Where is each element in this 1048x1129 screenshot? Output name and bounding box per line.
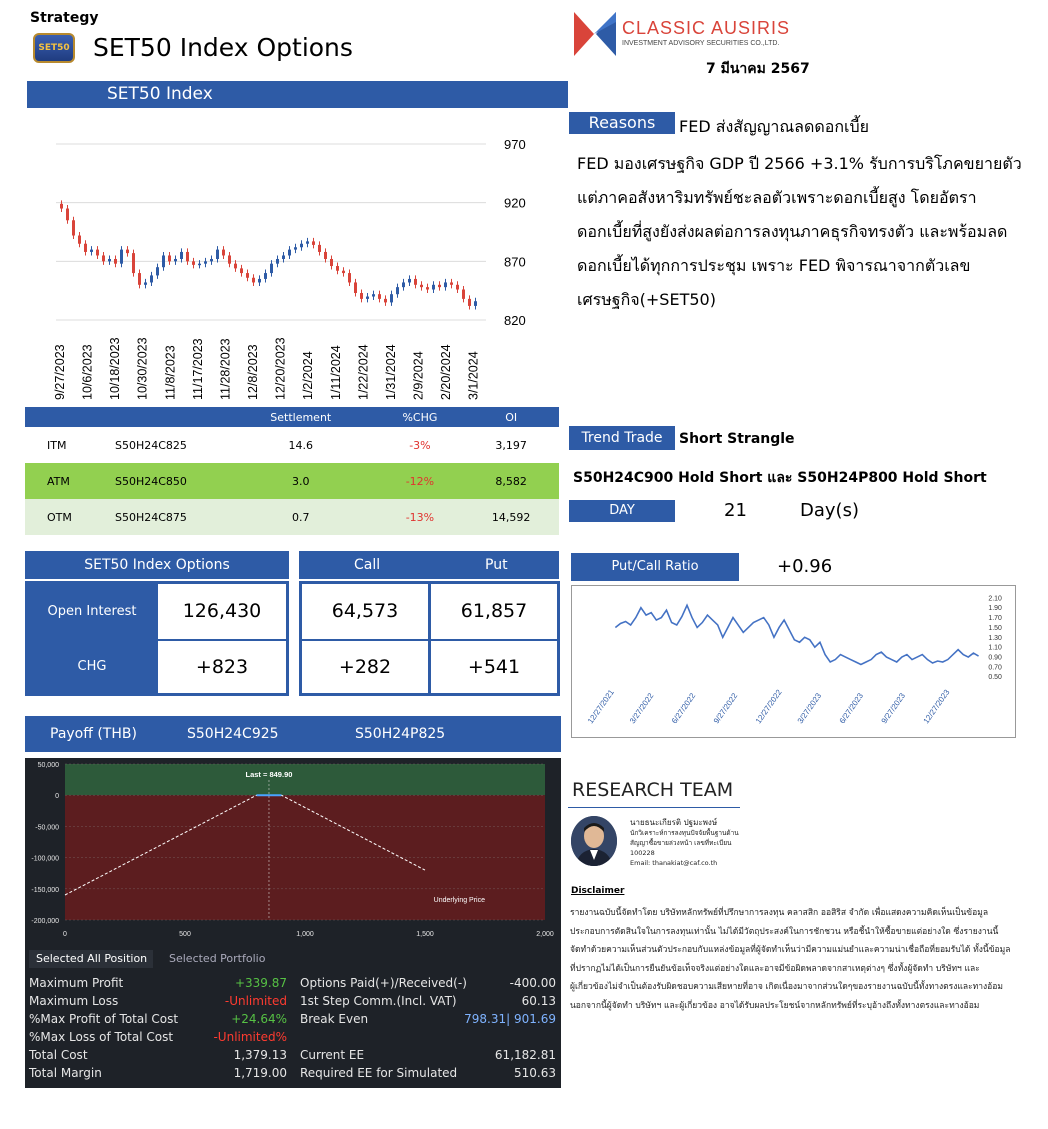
candle-body bbox=[324, 252, 327, 259]
analyst-name: นายธนะเกียรติ ปฐมะพงษ์ bbox=[630, 818, 718, 827]
y-tick-label: 920 bbox=[504, 195, 526, 211]
candle-body bbox=[348, 273, 351, 282]
chg-total: +823 bbox=[158, 641, 286, 693]
x-tick-label: 2,000 bbox=[536, 931, 554, 938]
put-call-ratio-chart bbox=[571, 585, 1016, 738]
x-tick-label: 12/27/2023 bbox=[921, 687, 952, 726]
candle-body bbox=[462, 289, 465, 298]
analyst-email[interactable]: Email: thanakiat@caf.co.th bbox=[630, 859, 718, 867]
current-ee-row bbox=[300, 1046, 556, 1064]
chg-call: +282 bbox=[302, 641, 428, 693]
candle-body bbox=[84, 244, 87, 252]
candle-body bbox=[372, 294, 375, 296]
x-tick-label: 6/27/2022 bbox=[669, 691, 698, 726]
candle-body bbox=[192, 261, 195, 265]
pf-value: +24.64% bbox=[231, 1012, 287, 1026]
trend-detail: S50H24C900 Hold Short และ S50H24P800 Hold Short bbox=[573, 470, 987, 486]
candle-body bbox=[234, 264, 237, 269]
candle-body bbox=[450, 282, 453, 284]
candle-body bbox=[432, 285, 435, 290]
col-header-series bbox=[115, 407, 225, 427]
x-tick-label: 6/27/2023 bbox=[837, 691, 866, 726]
table-row bbox=[25, 499, 559, 535]
x-tick-label: 1/11/2024 bbox=[328, 345, 343, 400]
index-chart-title: SET50 Index bbox=[27, 81, 568, 108]
commission-row bbox=[300, 992, 556, 1010]
oi-call-put-box bbox=[299, 581, 560, 696]
x-tick-label: 1,000 bbox=[296, 931, 314, 938]
analyst-avatar bbox=[571, 816, 617, 866]
candle-body bbox=[360, 293, 363, 299]
x-tick-label: 2/9/2024 bbox=[411, 351, 426, 400]
candle-body bbox=[282, 255, 285, 259]
oi-put: 61,857 bbox=[431, 584, 557, 639]
candle-body bbox=[144, 282, 147, 284]
put-call-ratio-line bbox=[615, 605, 978, 664]
candle-body bbox=[168, 255, 171, 261]
candle-body bbox=[354, 282, 357, 293]
classic-ausiris-logo-icon bbox=[574, 12, 616, 56]
y-tick-label: 820 bbox=[504, 313, 526, 328]
y-tick-label: 0 bbox=[55, 793, 59, 801]
candle-body bbox=[90, 250, 93, 252]
row-type: OTM bbox=[47, 510, 72, 524]
candle-body bbox=[216, 250, 219, 259]
row-oi: 3,197 bbox=[495, 438, 527, 452]
call-label: Call bbox=[354, 557, 381, 573]
candle-body bbox=[276, 259, 279, 264]
candle-body bbox=[342, 271, 345, 273]
candle-body bbox=[468, 299, 471, 306]
total-cost-row bbox=[29, 1046, 287, 1064]
tab-selected-all-position[interactable]: Selected All Position bbox=[29, 950, 153, 968]
put-call-ratio-badge: Put/Call Ratio bbox=[571, 553, 739, 581]
candle-body bbox=[120, 250, 123, 264]
x-tick-label: 1/22/2024 bbox=[356, 344, 371, 400]
x-tick-label: 0 bbox=[63, 931, 67, 938]
candle-body bbox=[210, 259, 213, 261]
series-table-header bbox=[25, 407, 559, 427]
x-tick-label: 10/18/2023 bbox=[108, 337, 123, 400]
pf-value: 61,182.81 bbox=[494, 1048, 556, 1062]
pf-value: -Unlimited bbox=[224, 994, 287, 1008]
oi-call: 64,573 bbox=[302, 584, 428, 639]
payoff-series-1: S50H24C925 bbox=[187, 726, 279, 742]
day-count: 21 bbox=[724, 500, 747, 521]
candle-body bbox=[228, 255, 231, 263]
x-tick-label: 1/31/2024 bbox=[383, 344, 398, 400]
pf-value: 1,719.00 bbox=[233, 1066, 287, 1080]
person-icon bbox=[571, 816, 617, 866]
candle-body bbox=[126, 250, 129, 254]
reasons-line: ดอกเบี้ยที่สูงยังส่งผลต่อการลงทุนภาคธุรกิจทรงตัว และพร้อมลด bbox=[577, 222, 1008, 241]
research-team-title: RESEARCH TEAM bbox=[572, 779, 734, 801]
candle-body bbox=[336, 266, 339, 271]
pf-label: 1st Step Comm.(Incl. VAT) bbox=[300, 994, 457, 1008]
candle-body bbox=[366, 297, 369, 299]
row-chg: -12% bbox=[405, 474, 435, 488]
candle-body bbox=[102, 255, 105, 261]
col-header-chg: %CHG bbox=[377, 407, 464, 427]
candle-body bbox=[138, 273, 141, 285]
candle-body bbox=[162, 255, 165, 267]
pf-label: Maximum Profit bbox=[29, 976, 124, 990]
candle-body bbox=[60, 204, 63, 209]
reasons-headline: FED ส่งสัญญาณลดดอกเบี้ย bbox=[679, 117, 870, 136]
x-tick-label: 2/20/2024 bbox=[439, 344, 454, 400]
candle-body bbox=[78, 236, 81, 244]
disclaimer-line: ที่ปรากฏไม่ได้เป็นการยืนยันข้อเท็จจริงแต่อย่างใดและอาจมีข้อผิดพลาดจากสาเหตุต่างๆ ซึ่งทั้งผู้จัดทำ บริษัทฯ และ bbox=[570, 963, 980, 974]
y-tick-label: 0.50 bbox=[988, 674, 1002, 682]
pf-value: -Unlimited% bbox=[213, 1030, 287, 1044]
candle-body bbox=[240, 268, 243, 273]
strategy-label: Strategy bbox=[30, 10, 99, 26]
row-type: ATM bbox=[47, 474, 70, 488]
reasons-line: แต่ภาคอสังหาริมทรัพย์ชะลอตัวเพราะดอกเบี้ยสูง โดยอัตรา bbox=[577, 188, 977, 207]
x-tick-label: 1/2/2024 bbox=[301, 351, 316, 400]
candle-body bbox=[390, 294, 393, 302]
row-chg: -13% bbox=[405, 510, 435, 524]
oi-summary-box bbox=[25, 581, 289, 696]
max-loss-row bbox=[29, 992, 287, 1010]
candle-body bbox=[330, 259, 333, 266]
row-oi: 14,592 bbox=[491, 510, 531, 524]
total-margin-row bbox=[29, 1064, 287, 1082]
chg-label: CHG bbox=[77, 659, 107, 674]
pf-label: %Max Profit of Total Cost bbox=[29, 1012, 179, 1026]
x-tick-label: 11/17/2023 bbox=[190, 338, 205, 400]
analyst-line: สัญญาซื้อขายล่วงหน้า เลขที่ทะเบียน bbox=[630, 839, 732, 847]
candle-body bbox=[408, 279, 411, 283]
pf-label: Maximum Loss bbox=[29, 994, 119, 1008]
pf-value: -400.00 bbox=[509, 976, 556, 990]
options-paid-row bbox=[300, 974, 556, 992]
row-series: S50H24C825 bbox=[115, 438, 187, 452]
x-tick-label: 3/1/2024 bbox=[466, 351, 481, 400]
candle-body bbox=[108, 259, 111, 261]
candle-body bbox=[150, 275, 153, 282]
candle-body bbox=[318, 245, 321, 252]
candle-body bbox=[204, 261, 207, 263]
y-tick-label: 1.50 bbox=[988, 624, 1002, 632]
day-unit: Day(s) bbox=[800, 500, 859, 521]
day-badge: DAY bbox=[569, 500, 675, 522]
candle-body bbox=[474, 301, 477, 306]
candle-body bbox=[198, 264, 201, 266]
page-title: SET50 Index Options bbox=[93, 33, 353, 62]
row-type: ITM bbox=[47, 438, 67, 452]
analyst-line: นักวิเคราะห์การลงทุนปัจจัยพื้นฐานด้าน bbox=[630, 829, 739, 837]
row-settlement: 14.6 bbox=[288, 438, 313, 452]
candle-body bbox=[222, 250, 225, 256]
brand-subtitle: INVESTMENT ADVISORY SECURITIES CO.,LTD. bbox=[622, 40, 780, 47]
tab-selected-portfolio[interactable]: Selected Portfolio bbox=[169, 952, 266, 965]
candle-body bbox=[456, 285, 459, 290]
candle-body bbox=[438, 285, 441, 287]
candle-body bbox=[312, 241, 315, 245]
candle-body bbox=[420, 285, 423, 287]
trend-trade-badge: Trend Trade bbox=[569, 426, 675, 450]
payoff-label: Payoff (THB) bbox=[50, 726, 137, 742]
pf-label: Total Margin bbox=[29, 1066, 102, 1080]
candle-body bbox=[156, 267, 159, 275]
table-row bbox=[25, 427, 559, 463]
y-tick-label: -100,000 bbox=[31, 855, 59, 863]
candle-body bbox=[96, 250, 99, 256]
candle-body bbox=[414, 279, 417, 285]
analyst-info bbox=[630, 818, 739, 868]
set50-logo: SET50 bbox=[33, 33, 75, 63]
series-table bbox=[25, 407, 559, 535]
payoff-header bbox=[25, 716, 561, 752]
disclaimer-title: Disclaimer bbox=[571, 886, 625, 896]
x-tick-label: 12/8/2023 bbox=[246, 344, 261, 400]
candle-body bbox=[384, 299, 387, 303]
candle-body bbox=[246, 273, 249, 278]
table-row bbox=[25, 463, 559, 499]
candle-body bbox=[174, 259, 177, 261]
y-tick-label: -150,000 bbox=[31, 886, 59, 894]
candle-body bbox=[264, 273, 267, 279]
y-tick-label: 2.10 bbox=[988, 595, 1002, 603]
chg-put: +541 bbox=[431, 641, 557, 693]
pf-label: Break Even bbox=[300, 1012, 369, 1026]
row-series: S50H24C850 bbox=[115, 474, 187, 488]
disclaimer-line: รายงานฉบับนี้จัดทำโดย บริษัทหลักทรัพย์ที่ปรึกษาการลงทุน คลาสสิก ออสิริส จำกัด เพื่อแสดงความคิดเห็นเป็นข้อมูล bbox=[570, 908, 989, 918]
trend-trade-value: Short Strangle bbox=[679, 431, 795, 447]
x-tick-label: 3/27/2023 bbox=[795, 691, 824, 726]
x-tick-label: 12/27/2021 bbox=[585, 687, 616, 726]
pf-value: 1,379.13 bbox=[233, 1048, 287, 1062]
disclaimer-line: นอกจากนี้ผู้จัดทำ บริษัทฯ และผู้เกี่ยวข้อง อาจได้รับผลประโยชน์จากหลักทรัพย์ที่ระบุอ้างถึงทั้งทางตรงและทางอ้อม bbox=[570, 1000, 980, 1011]
pf-label: Required EE for Simulated bbox=[300, 1066, 458, 1080]
candle-body bbox=[66, 209, 69, 221]
disclaimer-text bbox=[570, 904, 1036, 1015]
x-tick-label: 9/27/2023 bbox=[53, 344, 67, 400]
x-tick-label: 12/27/2022 bbox=[753, 687, 784, 726]
x-tick-label: 500 bbox=[179, 931, 191, 938]
candle-body bbox=[180, 252, 183, 259]
x-tick-label: 10/6/2023 bbox=[80, 344, 95, 400]
oi-options-header: SET50 Index Options bbox=[25, 551, 289, 579]
candle-body bbox=[252, 278, 255, 283]
set50-index-candlestick-chart bbox=[28, 120, 568, 405]
profit-zone bbox=[65, 764, 545, 795]
required-ee-row bbox=[300, 1064, 556, 1082]
oi-label: Open Interest bbox=[47, 604, 137, 619]
disclaimer-line: ผู้เกี่ยวข้องไม่จำเป็นต้องรับผิดชอบความเสียหายที่อาจ เกิดเนื่องมาจากส่วนใดๆของรายงานฉบับนี้ทั้งทางตรงและทางอ้อม bbox=[570, 982, 1003, 992]
candle-body bbox=[114, 259, 117, 264]
row-oi: 8,582 bbox=[495, 474, 527, 488]
pf-label: Current EE bbox=[300, 1048, 365, 1062]
payoff-chart bbox=[25, 758, 561, 946]
y-tick-label: -50,000 bbox=[35, 824, 59, 832]
y-tick-label: 1.30 bbox=[988, 634, 1002, 642]
candle-body bbox=[426, 287, 429, 289]
pf-value: 60.13 bbox=[521, 994, 556, 1008]
disclaimer-line: ประกอบการตัดสินใจในการลงทุนเท่านั้น ไม่ได้มีวัตถุประสงค์ในการชักชวน หรือชี้นำให้ซื้อขายแต่อย่างใด ซึ่งรายงานนี้ bbox=[570, 926, 999, 937]
y-tick-label: 1.10 bbox=[988, 644, 1002, 652]
x-tick-label: 11/28/2023 bbox=[218, 338, 233, 400]
x-tick-label: 11/8/2023 bbox=[163, 345, 178, 400]
candle-body bbox=[396, 287, 399, 294]
put-call-ratio-value: +0.96 bbox=[777, 556, 833, 577]
col-header-settlement: Settlement bbox=[225, 407, 377, 427]
x-tick-label: 9/27/2022 bbox=[711, 691, 740, 726]
row-series: S50H24C875 bbox=[115, 510, 187, 524]
y-tick-label: 0.90 bbox=[988, 654, 1002, 662]
put-label: Put bbox=[485, 557, 508, 573]
candle-body bbox=[288, 250, 291, 256]
pf-value: 798.31| 901.69 bbox=[464, 1012, 556, 1026]
col-header-oi: OI bbox=[463, 407, 559, 427]
x-tick-label: 12/20/2023 bbox=[273, 337, 288, 400]
candle-body bbox=[258, 279, 261, 283]
y-tick-label: 1.70 bbox=[988, 615, 1002, 623]
x-tick-label: 3/27/2022 bbox=[627, 691, 656, 726]
reasons-line: เศรษฐกิจ(+SET50) bbox=[577, 290, 716, 309]
x-tick-label: 1,500 bbox=[416, 931, 434, 938]
report-date: 7 มีนาคม 2567 bbox=[706, 61, 810, 77]
row-settlement: 3.0 bbox=[292, 474, 310, 488]
x-tick-label: 10/30/2023 bbox=[135, 337, 150, 400]
oi-total: 126,430 bbox=[158, 584, 286, 639]
candle-body bbox=[186, 252, 189, 261]
y-tick-label: -200,000 bbox=[31, 918, 59, 925]
reasons-badge: Reasons bbox=[569, 112, 675, 134]
candle-body bbox=[402, 282, 405, 287]
col-header-type bbox=[25, 407, 115, 427]
reasons-line: FED มองเศรษฐกิจ GDP ปี 2566 +3.1% รับการบริโภคขยายตัว bbox=[577, 154, 1022, 173]
y-tick-label: 50,000 bbox=[37, 762, 59, 769]
max-loss-pct-row bbox=[29, 1028, 287, 1046]
candle-body bbox=[270, 264, 273, 273]
pf-value: 510.63 bbox=[514, 1066, 556, 1080]
brand-name: CLASSIC AUSIRIS bbox=[622, 18, 791, 38]
payoff-panel bbox=[25, 758, 561, 1088]
candle-body bbox=[300, 244, 303, 248]
pf-value: +339.87 bbox=[234, 976, 287, 990]
underlying-price-label: Underlying Price bbox=[433, 897, 485, 904]
y-tick-label: 1.90 bbox=[988, 605, 1002, 613]
candle-body bbox=[72, 220, 75, 235]
candle-body bbox=[306, 241, 309, 243]
candle-body bbox=[294, 247, 297, 249]
last-price-label: Last = 849.90 bbox=[245, 770, 293, 779]
reasons-body bbox=[577, 147, 1037, 317]
row-settlement: 0.7 bbox=[292, 510, 310, 524]
y-tick-label: 0.70 bbox=[988, 664, 1002, 672]
pf-label: %Max Loss of Total Cost bbox=[29, 1030, 174, 1044]
max-profit-pct-row bbox=[29, 1010, 287, 1028]
break-even-row bbox=[300, 1010, 556, 1028]
row-chg: -3% bbox=[409, 438, 431, 452]
payoff-series-2: S50H24P825 bbox=[355, 726, 446, 742]
y-tick-label: 870 bbox=[504, 254, 526, 270]
candle-body bbox=[444, 282, 447, 287]
max-profit-row bbox=[29, 974, 287, 992]
pf-label: Options Paid(+)/Received(-) bbox=[300, 976, 467, 990]
reasons-line: ดอกเบี้ยได้ทุกการประชุม เพราะ FED พิจารณาจากตัวเลข bbox=[577, 256, 971, 275]
research-divider bbox=[568, 807, 740, 808]
analyst-line: 100228 bbox=[630, 849, 655, 857]
pf-label: Total Cost bbox=[29, 1048, 88, 1062]
candle-body bbox=[378, 294, 381, 299]
disclaimer-line: จัดทำด้วยความเห็นส่วนตัวประกอบกับแหล่งข้อมูลที่ผู้จัดทำเห็นว่ามีความแม่นยำและความน่าเชื่อถือที่ยอมรับได้ ทั้งนี้ข้อมูล bbox=[570, 945, 1011, 955]
x-tick-label: 9/27/2023 bbox=[879, 691, 908, 726]
candle-body bbox=[132, 253, 135, 273]
y-tick-label: 970 bbox=[504, 137, 526, 152]
call-put-header bbox=[299, 551, 559, 579]
